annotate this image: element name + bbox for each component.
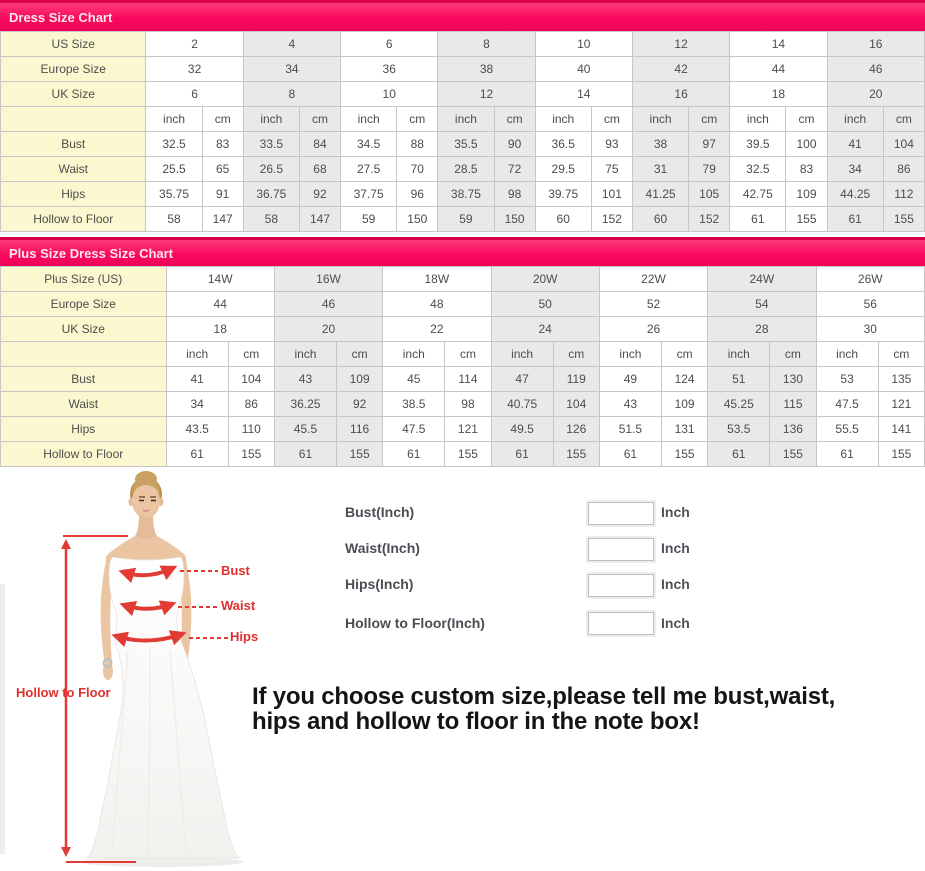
measure-cell: 155 [878,442,924,467]
unit-cell: inch [341,107,397,132]
measure-cell: 155 [883,207,924,232]
measure-cell: 40.75 [491,392,553,417]
measure-cell: 39.5 [730,132,786,157]
bust-inch-unit: Inch [661,504,690,520]
measure-cell: 101 [591,182,632,207]
measure-cell: 115 [770,392,816,417]
hollow-to-floor-inch-input[interactable] [588,612,654,635]
table-row [1,32,925,57]
size-cell: 16W [274,267,382,292]
measure-cell: 61 [274,442,336,467]
unit-cell: inch [166,342,228,367]
measure-cell: 109 [662,392,708,417]
row-label-cell: UK Size [1,317,167,342]
table-row [1,82,925,107]
unit-cell: cm [228,342,274,367]
table-row [1,392,925,417]
measure-cell: 131 [662,417,708,442]
measure-cell: 61 [599,442,661,467]
bust-figure-label: Bust [221,563,250,578]
size-cell: 6 [146,82,243,107]
measure-cell: 84 [299,132,340,157]
measure-cell: 61 [708,442,770,467]
measure-cell: 41.25 [632,182,688,207]
size-cell: 32 [146,57,243,82]
measure-cell: 25.5 [146,157,202,182]
bust-inch-label: Bust(Inch) [345,504,415,520]
row-label-cell [1,107,146,132]
measure-cell: 61 [491,442,553,467]
measure-cell: 105 [689,182,730,207]
measure-cell: 119 [553,367,599,392]
measure-cell: 34 [166,392,228,417]
measure-cell: 35.75 [146,182,202,207]
measure-cell: 34 [827,157,883,182]
size-cell: 44 [166,292,274,317]
size-cell: 38 [438,57,535,82]
unit-cell: cm [299,107,340,132]
measure-cell: 35.5 [438,132,494,157]
row-label-cell: Hips [1,182,146,207]
size-cell: 12 [632,32,729,57]
measure-cell: 33.5 [243,132,299,157]
size-cell: 30 [816,317,925,342]
measure-cell: 61 [730,207,786,232]
measure-cell: 47.5 [816,392,878,417]
measure-cell: 55.5 [816,417,878,442]
row-label-cell: Plus Size (US) [1,267,167,292]
measure-cell: 41 [827,132,883,157]
unit-cell: cm [878,342,924,367]
size-cell: 6 [341,32,438,57]
measure-cell: 83 [786,157,827,182]
measure-cell: 126 [553,417,599,442]
measure-cell: 61 [827,207,883,232]
measure-cell: 155 [228,442,274,467]
size-cell: 44 [730,57,827,82]
measure-cell: 28.5 [438,157,494,182]
row-label-cell: Bust [1,132,146,157]
size-cell: 12 [438,82,535,107]
photo-edge [0,584,5,854]
table-row [1,417,925,442]
measure-cell: 53 [816,367,878,392]
size-cell: 14W [166,267,274,292]
measure-cell: 152 [591,207,632,232]
dress-size-chart-title: Dress Size Chart [9,9,113,25]
size-cell: 46 [827,57,924,82]
dress-size-table [0,31,925,232]
bust-inch-input[interactable] [588,502,654,525]
measure-cell: 31 [632,157,688,182]
size-cell: 20 [827,82,924,107]
measure-cell: 86 [883,157,924,182]
table-row [1,267,925,292]
measure-cell: 27.5 [341,157,397,182]
unit-cell: inch [491,342,553,367]
measure-cell: 98 [494,182,535,207]
measure-cell: 92 [299,182,340,207]
measure-cell: 51.5 [599,417,661,442]
unit-cell: inch [146,107,202,132]
unit-cell: inch [599,342,661,367]
measure-cell: 38.75 [438,182,494,207]
unit-cell: cm [553,342,599,367]
measure-cell: 47.5 [383,417,445,442]
measure-cell: 121 [445,417,491,442]
measure-cell: 70 [397,157,438,182]
size-cell: 2 [146,32,243,57]
size-cell: 54 [708,292,816,317]
row-label-cell: UK Size [1,82,146,107]
size-cell: 16 [632,82,729,107]
measure-cell: 36.5 [535,132,591,157]
table-row [1,182,925,207]
measure-cell: 58 [146,207,202,232]
measure-cell: 104 [883,132,924,157]
measure-cell: 36.25 [274,392,336,417]
measure-cell: 93 [591,132,632,157]
size-cell: 46 [274,292,382,317]
measure-cell: 155 [786,207,827,232]
size-cell: 18 [166,317,274,342]
measure-cell: 49 [599,367,661,392]
table-row [1,292,925,317]
custom-size-note [252,684,924,734]
measure-cell: 61 [816,442,878,467]
table-row [1,57,925,82]
plus-size-chart-header [0,237,925,266]
size-cell: 26 [599,317,707,342]
measure-cell: 98 [445,392,491,417]
row-label-cell: Waist [1,157,146,182]
size-cell: 18W [383,267,491,292]
size-cell: 34 [243,57,340,82]
measure-cell: 116 [337,417,383,442]
measure-cell: 29.5 [535,157,591,182]
table-row [1,367,925,392]
measure-cell: 155 [445,442,491,467]
measure-cell: 135 [878,367,924,392]
measure-cell: 109 [337,367,383,392]
measure-cell: 38 [632,132,688,157]
size-cell: 24W [708,267,816,292]
measure-cell: 60 [535,207,591,232]
row-label-cell: Hollow to Floor [1,207,146,232]
measure-cell: 53.5 [708,417,770,442]
hollow-to-floor-inch-label: Hollow to Floor(Inch) [345,615,485,631]
waist-inch-unit: Inch [661,540,690,556]
measure-cell: 147 [202,207,243,232]
custom-size-note-line2: hips and hollow to floor in the note box! [252,708,700,735]
measure-cell: 51 [708,367,770,392]
unit-cell: inch [383,342,445,367]
measure-cell: 68 [299,157,340,182]
measure-cell: 43 [274,367,336,392]
measure-cell: 39.75 [535,182,591,207]
unit-cell: cm [689,107,730,132]
measure-cell: 136 [770,417,816,442]
measure-cell: 97 [689,132,730,157]
row-label-cell: Europe Size [1,57,146,82]
unit-cell: inch [243,107,299,132]
row-label-cell: Hips [1,417,167,442]
measure-cell: 104 [553,392,599,417]
table-row [1,342,925,367]
table-row [1,442,925,467]
measure-cell: 150 [494,207,535,232]
size-cell: 10 [535,32,632,57]
size-cell: 14 [535,82,632,107]
row-label-cell [1,342,167,367]
size-cell: 8 [438,32,535,57]
measure-cell: 45.25 [708,392,770,417]
size-cell: 14 [730,32,827,57]
measure-cell: 44.25 [827,182,883,207]
unit-cell: inch [535,107,591,132]
size-cell: 22 [383,317,491,342]
custom-size-note-line1: If you choose custom size,please tell me bust,waist, [252,683,836,710]
size-cell: 20W [491,267,599,292]
unit-cell: inch [827,107,883,132]
unit-cell: inch [274,342,336,367]
table-row [1,207,925,232]
plus-size-table [0,266,925,467]
measure-cell: 91 [202,182,243,207]
unit-cell: cm [591,107,632,132]
table-row [1,157,925,182]
measure-cell: 36.75 [243,182,299,207]
hips-figure-label: Hips [230,629,259,644]
unit-cell: cm [883,107,924,132]
measure-cell: 79 [689,157,730,182]
row-label-cell: US Size [1,32,146,57]
size-cell: 16 [827,32,924,57]
measure-cell: 59 [341,207,397,232]
size-cell: 40 [535,57,632,82]
measure-cell: 61 [166,442,228,467]
table-row [1,132,925,157]
measure-cell: 96 [397,182,438,207]
hips-inch-label: Hips(Inch) [345,576,414,592]
size-cell: 50 [491,292,599,317]
size-cell: 26W [816,267,925,292]
measure-cell: 100 [786,132,827,157]
unit-cell: inch [816,342,878,367]
hollow-to-floor-inch-unit: Inch [661,615,690,631]
measure-cell: 72 [494,157,535,182]
waist-inch-label: Waist(Inch) [345,540,420,556]
size-cell: 36 [341,57,438,82]
measure-cell: 47 [491,367,553,392]
measure-cell: 121 [878,392,924,417]
unit-cell: cm [662,342,708,367]
row-label-cell: Europe Size [1,292,167,317]
unit-cell: cm [494,107,535,132]
unit-cell: inch [730,107,786,132]
table-row [1,317,925,342]
measure-cell: 152 [689,207,730,232]
size-cell: 28 [708,317,816,342]
measure-cell: 109 [786,182,827,207]
measure-cell: 45.5 [274,417,336,442]
size-cell: 24 [491,317,599,342]
measure-cell: 112 [883,182,924,207]
measure-cell: 34.5 [341,132,397,157]
measure-cell: 43.5 [166,417,228,442]
size-cell: 48 [383,292,491,317]
unit-cell: cm [202,107,243,132]
measure-cell: 90 [494,132,535,157]
measure-cell: 43 [599,392,661,417]
size-cell: 52 [599,292,707,317]
row-label-cell: Hollow to Floor [1,442,167,467]
measure-cell: 155 [553,442,599,467]
size-cell: 56 [816,292,925,317]
unit-cell: cm [337,342,383,367]
unit-cell: cm [770,342,816,367]
measure-cell: 147 [299,207,340,232]
unit-cell: cm [445,342,491,367]
measure-cell: 45 [383,367,445,392]
unit-cell: inch [708,342,770,367]
hips-inch-input[interactable] [588,574,654,597]
measure-cell: 58 [243,207,299,232]
measure-cell: 104 [228,367,274,392]
size-cell: 20 [274,317,382,342]
size-cell: 22W [599,267,707,292]
size-cell: 4 [243,32,340,57]
size-cell: 10 [341,82,438,107]
measure-cell: 32.5 [730,157,786,182]
table-row [1,107,925,132]
measure-cell: 86 [228,392,274,417]
row-label-cell: Bust [1,367,167,392]
measure-cell: 110 [228,417,274,442]
size-cell: 18 [730,82,827,107]
unit-cell: cm [397,107,438,132]
size-cell: 42 [632,57,729,82]
measure-cell: 130 [770,367,816,392]
measure-cell: 42.75 [730,182,786,207]
measure-cell: 155 [770,442,816,467]
measure-cell: 155 [337,442,383,467]
hollow-to-floor-figure-label: Hollow to Floor [16,685,111,700]
measure-cell: 88 [397,132,438,157]
measure-cell: 38.5 [383,392,445,417]
measure-cell: 61 [383,442,445,467]
hips-inch-unit: Inch [661,576,690,592]
measure-cell: 65 [202,157,243,182]
measure-cell: 83 [202,132,243,157]
measure-cell: 49.5 [491,417,553,442]
waist-figure-label: Waist [221,598,256,613]
measure-cell: 26.5 [243,157,299,182]
measure-cell: 141 [878,417,924,442]
unit-cell: inch [632,107,688,132]
unit-cell: inch [438,107,494,132]
measure-cell: 92 [337,392,383,417]
unit-cell: cm [786,107,827,132]
measure-cell: 155 [662,442,708,467]
measure-cell: 32.5 [146,132,202,157]
measure-cell: 124 [662,367,708,392]
measure-cell: 75 [591,157,632,182]
measure-cell: 37.75 [341,182,397,207]
measure-cell: 150 [397,207,438,232]
measure-cell: 114 [445,367,491,392]
measure-cell: 60 [632,207,688,232]
size-cell: 8 [243,82,340,107]
figure-illustration [0,466,340,871]
dress-size-chart-header [0,0,925,31]
plus-size-chart-title: Plus Size Dress Size Chart [9,245,174,261]
model-figure [87,471,239,858]
row-label-cell: Waist [1,392,167,417]
measure-cell: 59 [438,207,494,232]
waist-inch-input[interactable] [588,538,654,561]
measure-cell: 41 [166,367,228,392]
